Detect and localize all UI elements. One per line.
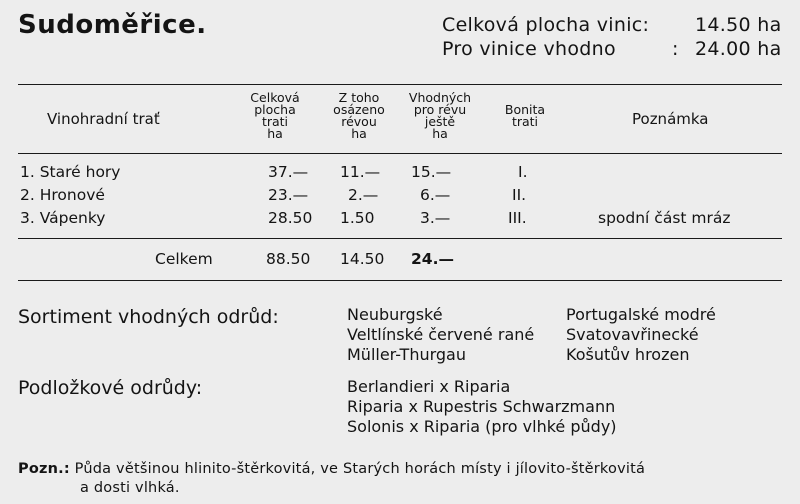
table-body-rule xyxy=(18,238,782,239)
table-top-rule xyxy=(18,84,782,85)
sortiment-col2 xyxy=(566,305,716,365)
rootstock-label: Podložkové odrůdy: xyxy=(18,377,203,399)
header-vinohradni-trat: Vinohradní trať xyxy=(47,110,160,128)
header-celkova-plocha: Celková plocha trati ha xyxy=(250,90,300,141)
row-osazeno: 2.— xyxy=(348,186,379,204)
total-celkova: 88.50 xyxy=(266,250,311,268)
header-bonita-trati: Bonita trati xyxy=(504,102,546,129)
rootstock-list xyxy=(347,377,617,437)
row-celkova: 23.— xyxy=(268,186,309,204)
total-osazeno: 14.50 xyxy=(340,250,385,268)
total-label: Celkem xyxy=(155,250,213,268)
note-label: Pozn.: xyxy=(18,461,70,477)
total-area-label: Celková plocha vinic: xyxy=(442,14,650,36)
row-bonita: I. xyxy=(518,163,528,181)
list-item: Riparia x Rupestris Schwarzmann xyxy=(347,397,616,416)
table-bottom-rule xyxy=(18,280,782,281)
list-item: Veltlínské červené rané xyxy=(347,325,535,344)
note xyxy=(18,460,645,498)
row-vhodnych: 3.— xyxy=(420,209,451,227)
row-vhodnych: 6.— xyxy=(420,186,451,204)
suitable-area-separator: : xyxy=(672,38,679,60)
note-line1: Půda většinou hlinito-štěrkovitá, ve Starých horách místy i jílovito-štěrkovitá xyxy=(74,461,646,477)
row-bonita: III. xyxy=(508,209,527,227)
total-area-value: 14.50 ha xyxy=(695,14,782,36)
sortiment-label: Sortiment vhodných odrůd: xyxy=(18,306,279,328)
list-item: Müller-Thurgau xyxy=(347,345,466,364)
total-vhodnych: 24.— xyxy=(411,250,454,268)
suitable-area-value: 24.00 ha xyxy=(695,38,782,60)
page-title: Sudoměřice. xyxy=(18,10,207,40)
header-vhodnych-pro-revu: Vhodných pro révu ještě ha xyxy=(408,90,472,141)
row-vhodnych: 15.— xyxy=(411,163,452,181)
row-name: 1. Staré hory xyxy=(20,163,121,181)
list-item: Portugalské modré xyxy=(566,305,716,324)
row-osazeno: 1.50 xyxy=(340,209,375,227)
header-osazeno-revou: Z toho osázeno révou ha xyxy=(333,90,385,141)
table-header-rule xyxy=(18,153,782,154)
row-name: 3. Vápenky xyxy=(20,209,106,227)
row-poznamka: spodní část mráz xyxy=(598,209,731,227)
row-name: 2. Hronové xyxy=(20,186,105,204)
row-osazeno: 11.— xyxy=(340,163,381,181)
sortiment-col1 xyxy=(347,305,534,365)
list-item: Košutův hrozen xyxy=(566,345,690,364)
suitable-area-label: Pro vinice vhodno xyxy=(442,38,616,60)
note-line2: a dosti vlhká. xyxy=(80,480,180,496)
list-item: Svatovavřinecké xyxy=(566,325,699,344)
header-poznamka: Poznámka xyxy=(632,110,709,128)
row-celkova: 28.50 xyxy=(268,209,313,227)
list-item: Neuburgské xyxy=(347,305,443,324)
list-item: Berlandieri x Riparia xyxy=(347,377,511,396)
row-celkova: 37.— xyxy=(268,163,309,181)
list-item: Solonis x Riparia (pro vlhké půdy) xyxy=(347,417,617,436)
row-bonita: II. xyxy=(512,186,527,204)
